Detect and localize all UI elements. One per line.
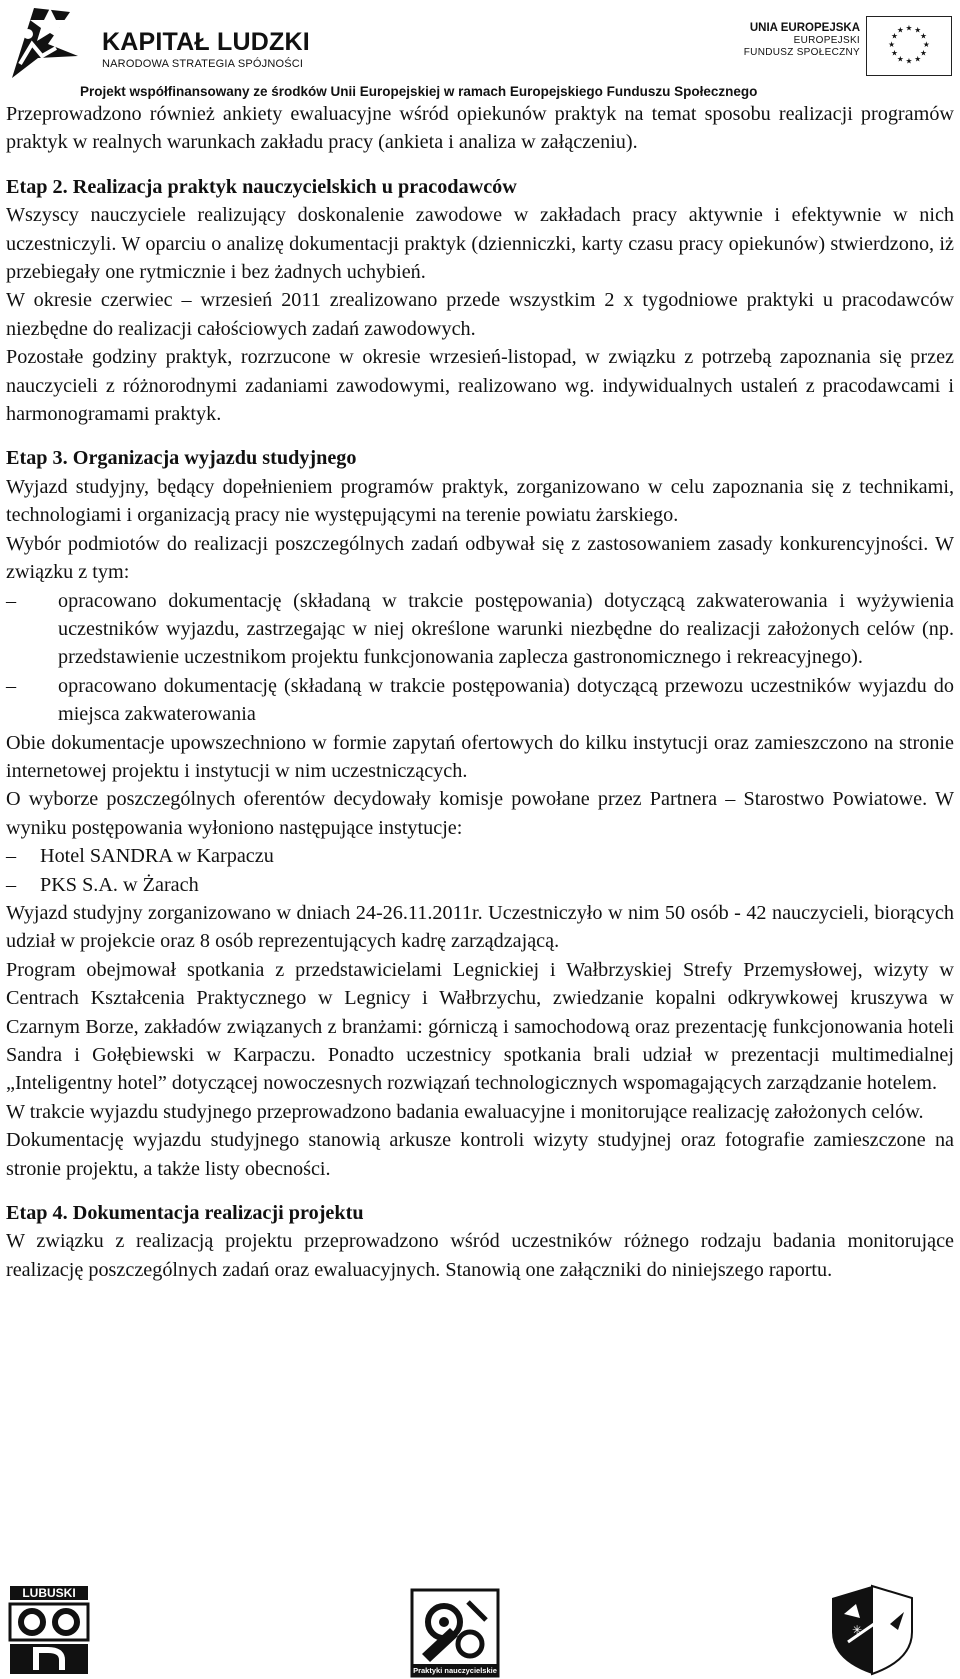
lubuski-logo-icon — [8, 1584, 90, 1676]
paragraph-etap3-8: Dokumentację wyjazdu studyjnego stanowią arkusze kontroli wizyty studyjnej oraz fotografie zamieszczone na stronie projektu, a także listy obecności. — [6, 1129, 954, 1180]
dash-bullet: – — [6, 589, 17, 612]
list-item — [6, 672, 954, 729]
spacer — [6, 428, 954, 444]
institution-name: Hotel SANDRA w Karpaczu — [40, 845, 274, 868]
svg-text:★: ★ — [891, 48, 898, 58]
shield-crest-icon — [830, 1584, 914, 1676]
paragraph-etap3-5: Wyjazd studyjny zorganizowano w dniach 24-26.11.2011r. Uczestniczyło w nim 50 osób - 42 nauczycieli, biorących udział w projekcie oraz 8 osób reprezentujących kadrę zarządzającą. — [6, 901, 954, 953]
dash-bullet: – — [6, 873, 17, 896]
paragraph-etap3-1: Wyjazd studyjny, będący dopełnieniem programów praktyk, zorganizowano w celu zapoznania się z technikami, technologiami i organizacją pracy nie występującymi na terenie powiatu żarskiego. — [6, 475, 954, 527]
spacer — [6, 157, 954, 173]
svg-text:★: ★ — [905, 56, 913, 66]
svg-text:★: ★ — [914, 25, 922, 35]
svg-text:★: ★ — [920, 48, 927, 58]
page-header — [0, 0, 960, 102]
eu-line-3: FUNDUSZ SPOŁECZNY — [743, 46, 860, 58]
heading-etap-4: Etap 4. Dokumentacja realizacji projektu — [6, 1202, 364, 1225]
institution-name: PKS S.A. w Żarach — [40, 873, 199, 896]
svg-text:★: ★ — [920, 31, 927, 41]
svg-text:★: ★ — [905, 23, 913, 33]
page-footer — [0, 1570, 960, 1679]
eu-label — [744, 22, 860, 58]
org-title: KAPITAŁ LUDZKI — [102, 28, 310, 56]
document-body — [6, 100, 954, 1284]
paragraph-intro: Przeprowadzono również ankiety ewaluacyjne wśród opiekunów praktyk na temat sposobu realizacji programów praktyk w realnych warunkach zakładu pracy (ankieta i analiza w załączeniu). — [6, 103, 954, 154]
svg-text:★: ★ — [896, 25, 904, 35]
paragraph-etap2-2: W okresie czerwiec – wrzesień 2011 zrealizowano przede wszystkim 2 x tygodniowe praktyki u pracodawców niezbędne do realizacji całościowych zadań zawodowych. — [6, 289, 954, 340]
list-item-text: opracowano dokumentację (składaną w trakcie postępowania) dotyczącą zakwaterowania i wyżywienia uczestników wyjazdu, zastrzegając w niej określone warunki niezbędne do realizacji założonych celów (np. przedstawienie uczestnikom projektu funkcjonowania zaplecza gastronomicznego i rekreacyjnego). — [58, 589, 954, 669]
lubuski-text: LUBUSKI — [22, 1586, 76, 1600]
dash-bullet: – — [6, 674, 17, 697]
pn-caption: Praktyki nauczycielskie — [413, 1666, 497, 1675]
paragraph-etap2-1: Wszyscy nauczyciele realizujący doskonalenie zawodowe w zakładach pracy aktywnie i efektywnie w nich uczestniczyli. W oparciu o analizę dokumentacji praktyk (dzienniczki, karty czasu pracy opiekunów) stwierdzono, iż przebiegały one rytmicznie i bez żadnych uchybień. — [6, 204, 954, 284]
heading-etap-3: Etap 3. Organizacja wyjazdu studyjnego — [6, 447, 357, 470]
spacer — [6, 1183, 954, 1199]
institution-item — [6, 842, 954, 870]
svg-text:✳: ✳ — [852, 1623, 863, 1637]
list-item-text: opracowano dokumentację (składaną w trakcie postępowania) dotyczącą przewozu uczestników wyjazdu do miejsca zakwaterowania — [58, 674, 954, 726]
svg-text:★: ★ — [888, 39, 896, 49]
paragraph-etap2-3: Pozostałe godziny praktyk, rozrzucone w okresie wrzesień-listopad, w związku z potrzebą zapoznania się przez nauczycieli z różnorodnymi zadaniami zawodowymi, realizowano wg. indywidualnych ustaleń z pracodawcami i harmonogramami praktyk. — [6, 346, 954, 426]
institution-item — [6, 871, 954, 899]
paragraph-etap3-6: Program obejmował spotkania z przedstawicielami Legnickiej i Wałbrzyskiej Strefy Przemysłowej, wizyty w Centrach Kształcenia Praktycznego w Legnicy i Wałbrzychu, zwiedzanie kopalni odkrywkowej kruszywa w Czarnym Borze, zakładów związanych z branżami: górniczą i samochodową oraz prezentację funkcjonowania hoteli Sandra i Gołębiewski w Karpaczu. Ponadto uczestnicy spotkania brali udział w prezentacji multimedialnej „Inteligentny hotel” dotyczącej nowoczesnych rozwiązań technologicznych wspomagających zarządzanie hotelem. — [6, 958, 954, 1095]
paragraph-etap3-7: W trakcie wyjazdu studyjnego przeprowadzono badania ewaluacyjne i monitorujące realizację założonych celów. — [6, 1100, 924, 1123]
heading-etap-2: Etap 2. Realizacja praktyk nauczycielskich u pracodawców — [6, 175, 517, 198]
dash-bullet: – — [6, 845, 17, 868]
org-subtitle: NARODOWA STRATEGIA SPÓJNOŚCI — [102, 58, 304, 70]
svg-text:★: ★ — [896, 54, 904, 64]
paragraph-etap3-4: O wyborze poszczególnych oferentów decydowały komisje powołane przez Partnera – Starostwo Powiatowe. W wyniku postępowania wyłoniono następujące instytucje: — [6, 788, 954, 839]
eu-line-1: UNIA EUROPEJSKA — [749, 22, 860, 34]
praktyki-nauczycielskie-logo-icon — [410, 1588, 500, 1678]
eu-flag-icon — [866, 16, 952, 76]
paragraph-etap3-2: Wybór podmiotów do realizacji poszczególnych zadań odbywał się z zastosowaniem zasady konkurencyjności. W związku z tym: — [6, 532, 954, 584]
paragraph-etap4-1: W związku z realizacją projektu przeprowadzono wśród uczestników różnego rodzaju badania monitorujące realizację poszczególnych zadań oraz ewaluacyjnych. Stanowią one załączniki do niniejszego raportu. — [6, 1230, 954, 1281]
svg-text:★: ★ — [922, 39, 930, 49]
eu-line-2: EUROPEJSKI — [793, 35, 860, 47]
svg-text:★: ★ — [914, 54, 922, 64]
kapital-ludzki-logo-icon — [8, 4, 98, 82]
svg-text:★: ★ — [891, 31, 898, 41]
list-item — [6, 587, 954, 672]
cofinancing-note: Projekt współfinansowany ze środków Unii Europejskiej w ramach Europejskiego Funduszu Społecznego — [80, 84, 758, 99]
paragraph-etap3-3: Obie dokumentacje upowszechniono w formie zapytań ofertowych do kilku instytucji oraz zamieszczono na stronie internetowej projektu i instytucji w nim uczestniczących. — [6, 731, 954, 782]
